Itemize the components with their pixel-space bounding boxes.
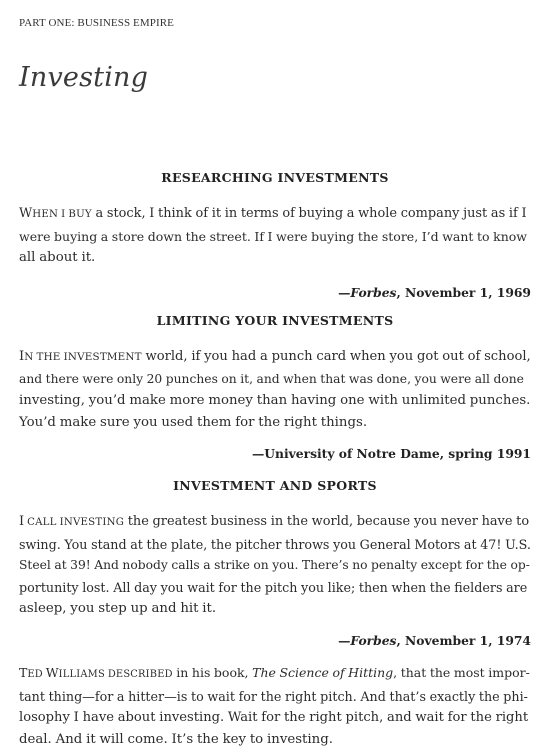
quote-attribution: —University of Notre Dame, spring 1991 [251, 446, 531, 462]
quote-paragraph: WHEN I BUY a stock, I think of it in terms of buying a whole company just as if I were buying a store down the street. If I were buying the store, I’d want to know all about it. [19, 206, 528, 266]
book-page [19, 0, 531, 754]
running-head: PART ONE: BUSINESS EMPIRE [19, 17, 174, 29]
chapter-title: Investing [19, 62, 149, 93]
section-ted-williams [19, 662, 531, 750]
quote-paragraph: I CALL INVESTING the greatest business in the world, because you never have to swing. You stand at the plate, the pitcher throws you General Motors at 47! U.S. Steel at 39! And nobody calls a strike on you. There’s no penalty except for the op- portunity lost. All day you wait for the pitch you like; then when the fielders are asleep, you step up and hit it. [19, 514, 531, 617]
section-heading: RESEARCHING INVESTMENTS [161, 170, 389, 185]
book-title: The Science of Hitting [252, 665, 394, 680]
section-researching-investments [19, 169, 531, 302]
quote-paragraph: IN THE INVESTMENT world, if you had a punch card when you got out of school, and there were only 20 punches on it, and when that was done, you were all done investing, you’d make more money than having one with unlimited punches. You’d make sure you used them for the right things. [19, 349, 531, 430]
section-limiting-investments [19, 312, 531, 463]
section-investment-and-sports [19, 477, 531, 650]
quote-paragraph: TED WILLIAMS DESCRIBED in his book, The Science of Hitting, that the most impor- tant thing—for a hitter—is to wait for the right pitch. And that’s exactly the phi- losophy I have about investing. Wait for the right pitch, and wait for the right deal. And it will come. It’s the key to investing. [19, 665, 530, 747]
section-heading: LIMITING YOUR INVESTMENTS [156, 313, 394, 328]
quote-attribution: —Forbes, November 1, 1974 [338, 632, 531, 648]
quote-attribution: —Forbes, November 1, 1969 [338, 284, 531, 300]
section-heading: INVESTMENT AND SPORTS [173, 478, 377, 493]
